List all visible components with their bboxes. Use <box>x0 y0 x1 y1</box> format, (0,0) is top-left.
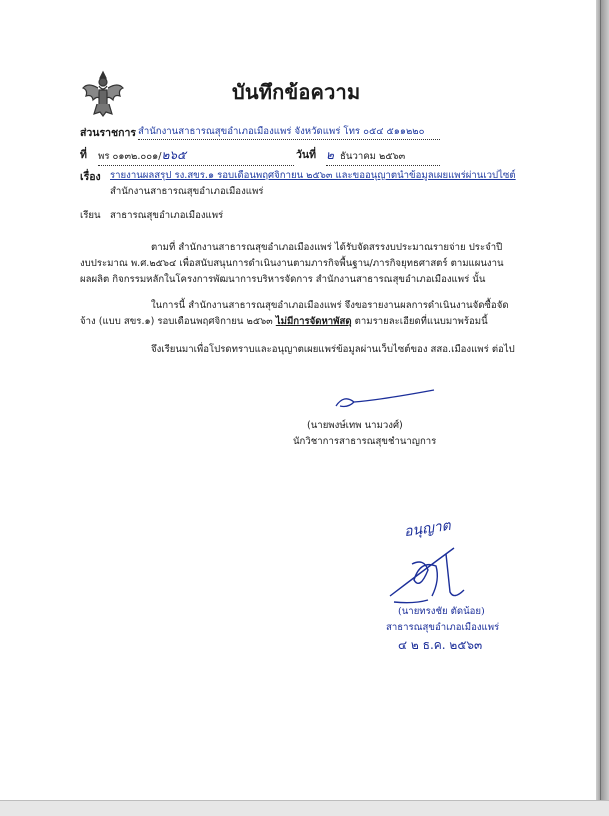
signature-1-position: นักวิชาการสาธารณสุขชำนาญการ <box>293 436 437 447</box>
ref-label: ที่ <box>80 149 87 161</box>
body-p1-line-3: ผลผลิต กิจกรรมหลักในโครงการพัฒนาการบริหารจัดการ สำนักงานสาธารณสุขอำเภอเมืองแพร่ นั้น <box>80 274 486 285</box>
body-p2-text-a: จ้าง (แบบ สขร.๑) รอบเดือนพฤศจิกายน ๒๕๖๓ <box>80 316 273 327</box>
approval-position: สาธารณสุขอำเภอเมืองแพร่ <box>386 622 500 633</box>
garuda-emblem-icon <box>80 68 126 118</box>
ref-value: พร ๐๑๓๒.๐๐๑/ <box>98 151 162 162</box>
subject-line-2: สำนักงานสาธารณสุขอำเภอเมืองแพร่ <box>110 186 264 197</box>
body-p2-line-2 <box>80 314 488 329</box>
to-label: เรียน <box>80 210 101 221</box>
body-p1-line-2: งบประมาณ พ.ศ.๒๕๖๔ เพื่อสนับสนุนการดำเนินงานตามภารกิจพื้นฐาน/ภารกิจยุทธศาสตร์ ตามแผนงาน <box>80 258 504 269</box>
signature-1-name: (นายพงษ์เทพ นามวงศ์) <box>307 420 403 431</box>
approval-date: ๔ ๒ ธ.ค. ๒๕๖๓ <box>398 638 483 652</box>
approval-signature-icon <box>384 540 484 612</box>
scan-edge-bottom <box>0 800 609 816</box>
agency-value: สำนักงานสาธารณสุขอำเภอเมืองแพร่ จังหวัดแพร่ โทร ๐๕๔ ๕๑๑๒๒๐ <box>138 124 440 140</box>
date-field <box>326 146 440 166</box>
scan-edge-right <box>596 0 609 815</box>
body-p2-text-c: ตามรายละเอียดที่แนบมาพร้อมนี้ <box>354 316 488 327</box>
body-p2-no-procurement: ไม่มีการจัดหาพัสดุ <box>275 316 352 327</box>
body-p2-line-1: ในการนี้ สำนักงานสาธารณสุขอำเภอเมืองแพร่ จึงขอรายงานผลการดำเนินงานจัดซื้อจัด <box>151 300 509 311</box>
approval-handwritten-note: อนุญาต <box>403 517 452 541</box>
subject-line-1: รายงานผลสรุป รง.สขร.๑ รอบเดือนพฤศจิกายน ๒๕๖๓ และขออนุญาตนำข้อมูลเผยแพร่ผ่านเวปไซต์ <box>110 170 516 181</box>
subject-label: เรื่อง <box>80 171 101 183</box>
agency-label: ส่วนราชการ <box>80 127 137 139</box>
approval-name: (นายทรงชัย ตัดน้อย) <box>398 606 485 617</box>
date-handwritten-day: ๒ <box>326 148 334 162</box>
ref-handwritten-number: ๒๖๕ <box>161 148 187 162</box>
date-value: ธันวาคม ๒๕๖๓ <box>340 151 406 162</box>
signature-1-icon <box>330 386 440 416</box>
date-label: วันที่ <box>296 149 316 161</box>
body-p1-line-1: ตามที่ สำนักงานสาธารณสุขอำเภอเมืองแพร่ ได้รับจัดสรรงบประมาณรายจ่าย ประจำปี <box>151 242 503 253</box>
to-value: สาธารณสุขอำเภอเมืองแพร่ <box>110 210 224 221</box>
ref-field <box>98 146 294 166</box>
memo-title: บันทึกข้อความ <box>232 80 361 104</box>
body-p3-line-1: จึงเรียนมาเพื่อโปรดทราบและอนุญาตเผยแพร่ข้อมูลผ่านเว็บไซต์ของ สสอ.เมืองแพร่ ต่อไป <box>151 344 515 355</box>
